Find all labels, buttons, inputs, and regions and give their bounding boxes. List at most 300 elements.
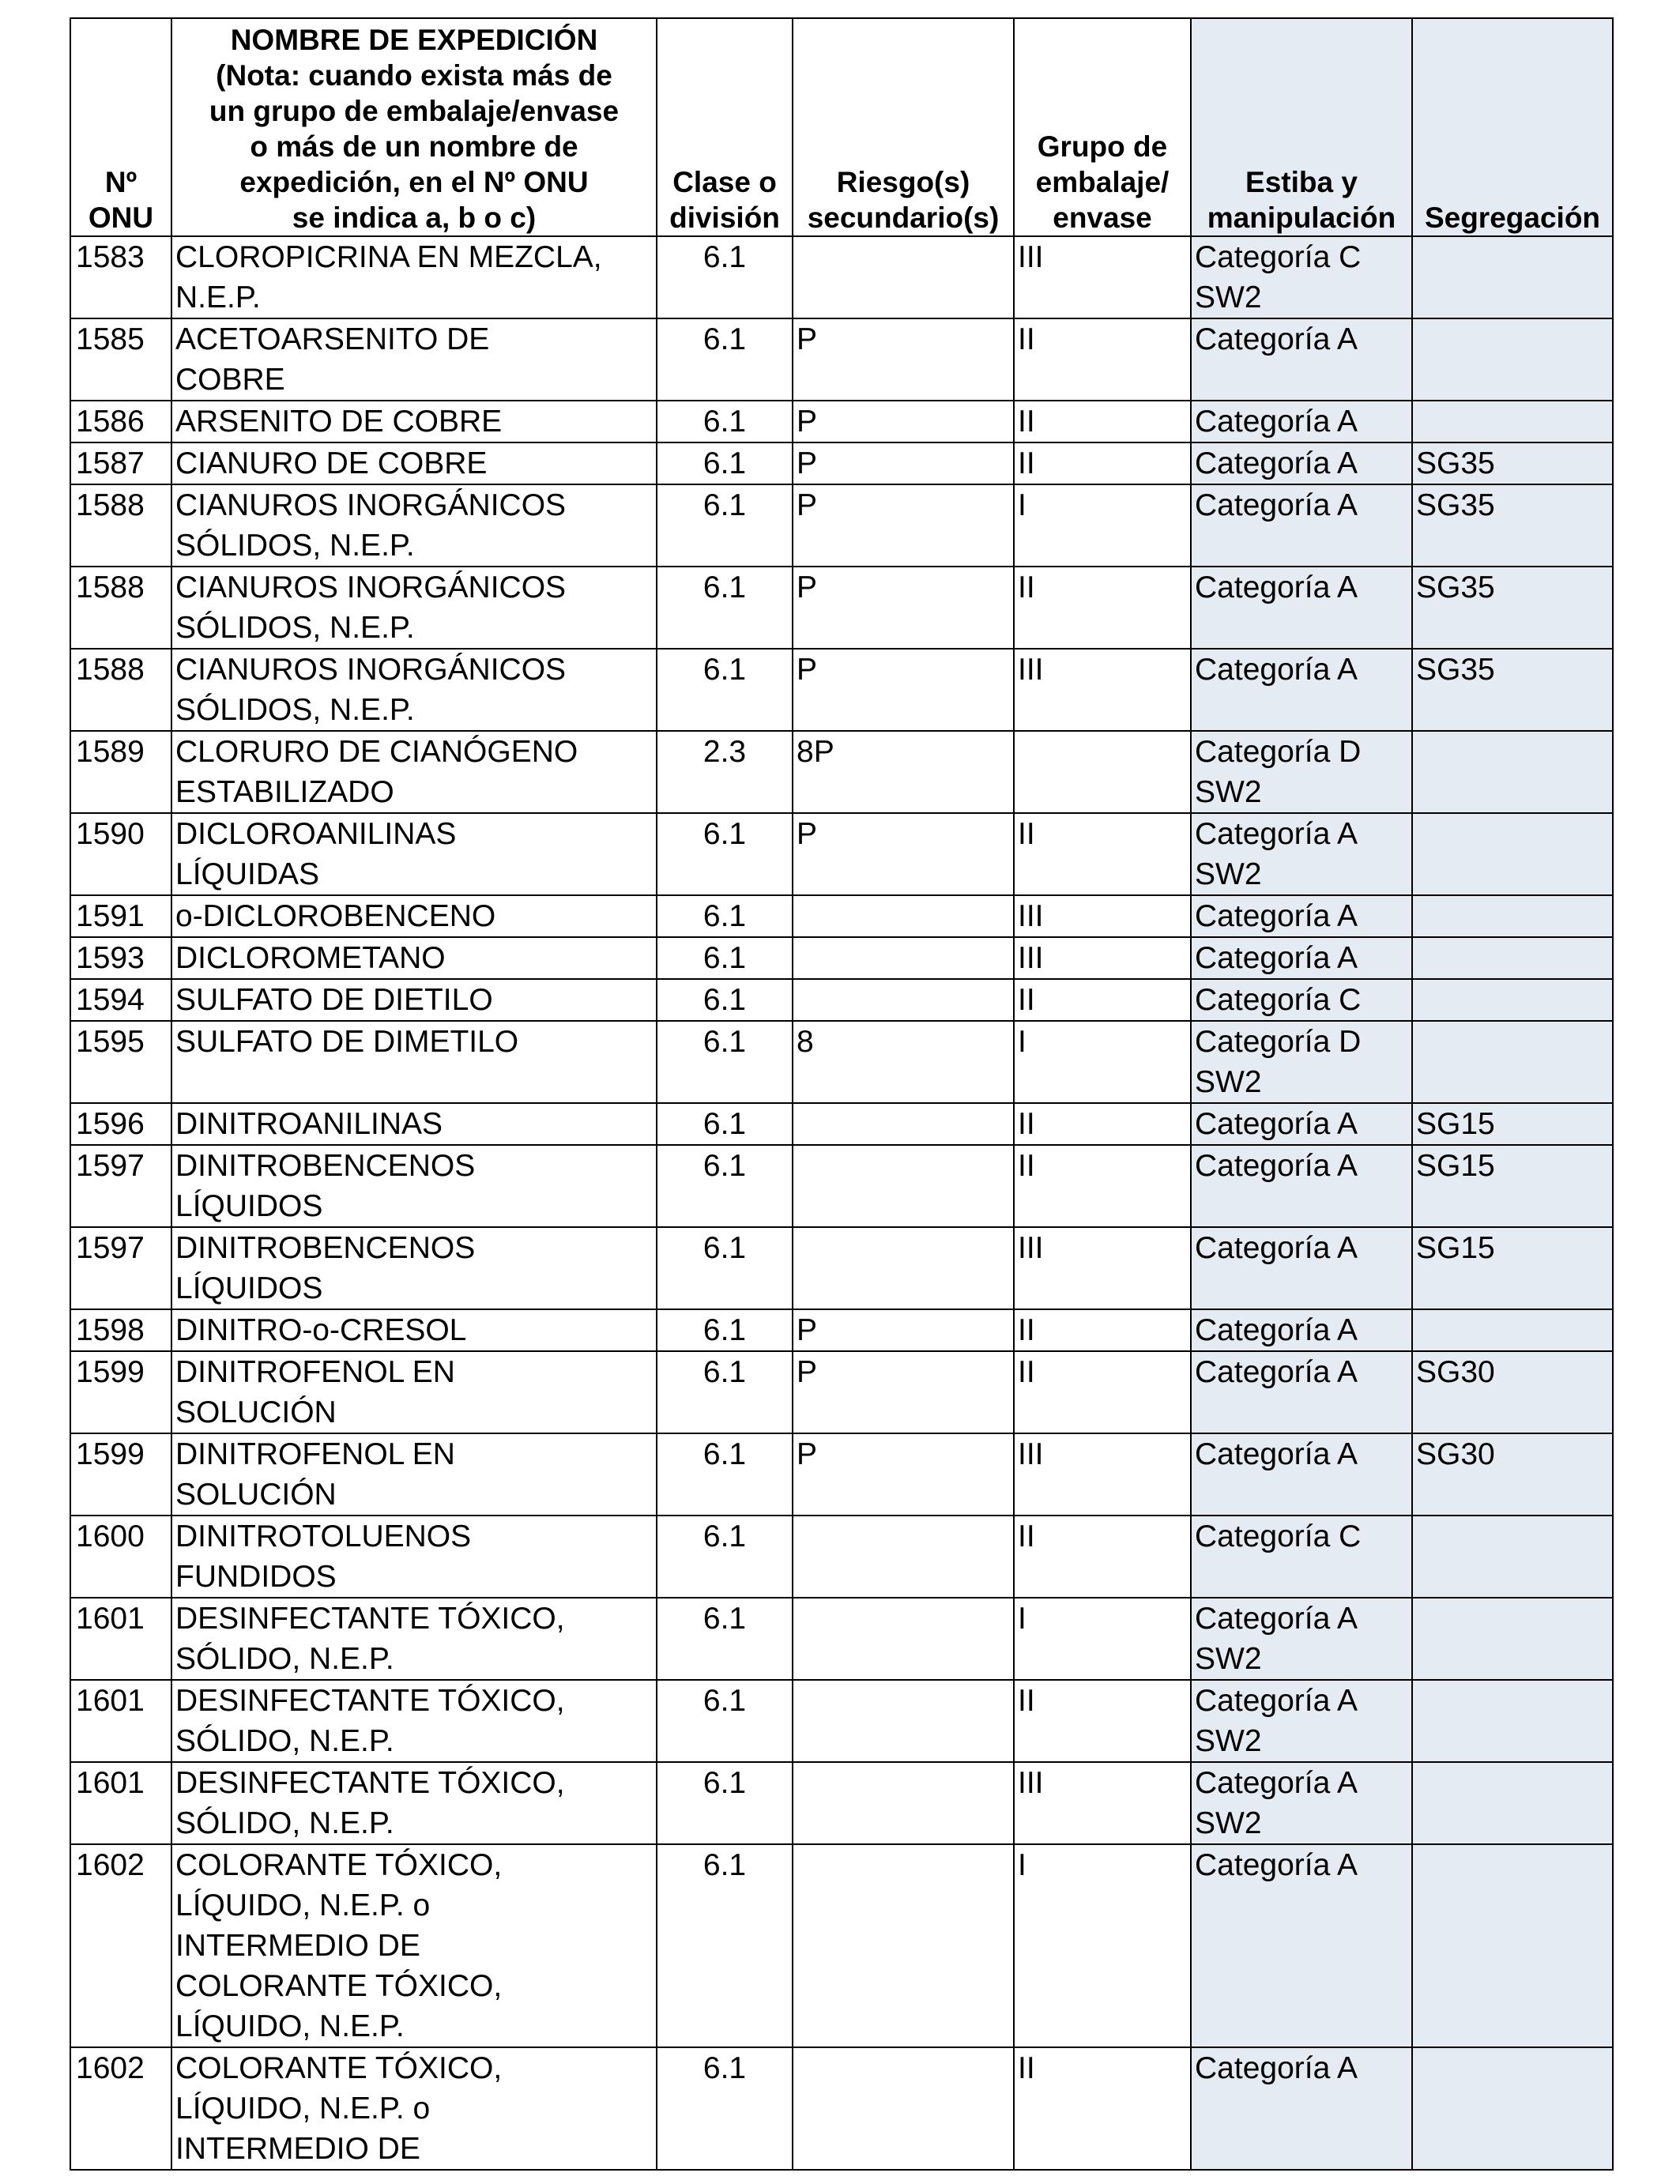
table-row — [70, 1227, 1613, 1309]
cell-line: Categoría A — [1195, 2051, 1358, 2085]
cell-packing-group: I — [1014, 1021, 1191, 1103]
cell-segregation — [1412, 1598, 1613, 1680]
cell-packing-group: II — [1014, 813, 1191, 895]
cell-line: Categoría A — [1195, 488, 1358, 522]
table-row — [70, 1309, 1613, 1351]
cell-line: LÍQUIDOS — [175, 1189, 323, 1223]
cell-subsidiary-risk — [793, 1103, 1014, 1145]
cell-line: SW2 — [1195, 775, 1262, 809]
cell-shipping-name — [171, 1762, 657, 1844]
cell-class: 6.1 — [657, 318, 793, 401]
cell-class: 6.1 — [657, 1762, 793, 1844]
cell-line: Categoría C — [1195, 983, 1362, 1017]
cell-stowage — [1191, 979, 1412, 1021]
cell-class: 2.3 — [657, 731, 793, 813]
cell-packing-group — [1014, 731, 1191, 813]
cell-packing-group: III — [1014, 937, 1191, 979]
cell-line: DINITROFENOL EN — [175, 1437, 455, 1471]
cell-segregation: SG35 — [1412, 567, 1613, 649]
cell-stowage — [1191, 1351, 1412, 1433]
cell-segregation: SG30 — [1412, 1351, 1613, 1433]
cell-stowage — [1191, 1680, 1412, 1762]
cell-packing-group: II — [1014, 1145, 1191, 1227]
cell-segregation — [1412, 1309, 1613, 1351]
cell-stowage — [1191, 895, 1412, 937]
cell-packing-group: III — [1014, 649, 1191, 731]
cell-subsidiary-risk — [793, 236, 1014, 318]
table-row — [70, 236, 1613, 318]
cell-line: o-DICLOROBENCENO — [175, 899, 496, 933]
cell-packing-group: II — [1014, 401, 1191, 442]
cell-segregation — [1412, 1516, 1613, 1598]
cell-segregation: SG35 — [1412, 442, 1613, 484]
cell-onu: 1599 — [70, 1433, 171, 1516]
cell-line: SW2 — [1195, 281, 1262, 314]
table-row — [70, 1680, 1613, 1762]
cell-packing-group: II — [1014, 1680, 1191, 1762]
cell-line: FUNDIDOS — [175, 1560, 337, 1594]
cell-subsidiary-risk: P — [793, 401, 1014, 442]
cell-onu: 1585 — [70, 318, 171, 401]
cell-line: SOLUCIÓN — [175, 1478, 337, 1512]
cell-line: un grupo de embalaje/envase — [209, 95, 620, 127]
cell-line: DESINFECTANTE TÓXICO, — [175, 1602, 565, 1636]
cell-packing-group: II — [1014, 1351, 1191, 1433]
cell-line: LÍQUIDO, N.E.P. — [175, 2009, 405, 2043]
cell-stowage — [1191, 1844, 1412, 2047]
table-row — [70, 1021, 1613, 1103]
cell-packing-group: I — [1014, 484, 1191, 567]
table-row — [70, 401, 1613, 442]
cell-onu: 1593 — [70, 937, 171, 979]
cell-onu: 1588 — [70, 484, 171, 567]
cell-packing-group: III — [1014, 236, 1191, 318]
cell-packing-group: III — [1014, 1227, 1191, 1309]
cell-line: Categoría C — [1195, 1519, 1362, 1553]
cell-class: 6.1 — [657, 1145, 793, 1227]
cell-stowage — [1191, 649, 1412, 731]
cell-subsidiary-risk — [793, 1145, 1014, 1227]
table-row — [70, 1433, 1613, 1516]
cell-segregation — [1412, 401, 1613, 442]
cell-shipping-name — [171, 895, 657, 937]
cell-shipping-name — [171, 979, 657, 1021]
cell-subsidiary-risk: P — [793, 1351, 1014, 1433]
cell-segregation: SG35 — [1412, 484, 1613, 567]
table-body — [70, 236, 1613, 2170]
cell-line: se indica a, b o c) — [292, 201, 537, 234]
cell-onu: 1590 — [70, 813, 171, 895]
cell-line: DINITROFENOL EN — [175, 1355, 455, 1389]
cell-stowage — [1191, 1103, 1412, 1145]
cell-packing-group: II — [1014, 979, 1191, 1021]
cell-subsidiary-risk: P — [793, 567, 1014, 649]
table-row — [70, 484, 1613, 567]
cell-line: Categoría D — [1195, 1025, 1362, 1059]
cell-line: INTERMEDIO DE — [175, 1929, 420, 1963]
cell-stowage — [1191, 1145, 1412, 1227]
cell-shipping-name — [171, 1021, 657, 1103]
cell-shipping-name — [171, 1145, 657, 1227]
cell-line: CIANUROS INORGÁNICOS — [175, 570, 567, 604]
cell-onu: 1598 — [70, 1309, 171, 1351]
cell-segregation — [1412, 318, 1613, 401]
cell-shipping-name — [171, 1598, 657, 1680]
cell-line: LÍQUIDOS — [175, 1271, 323, 1305]
cell-subsidiary-risk — [793, 1516, 1014, 1598]
cell-class: 6.1 — [657, 484, 793, 567]
cell-onu: 1601 — [70, 1598, 171, 1680]
cell-line: DINITROBENCENOS — [175, 1149, 476, 1183]
cell-subsidiary-risk — [793, 979, 1014, 1021]
cell-onu: 1595 — [70, 1021, 171, 1103]
cell-line: CIANUROS INORGÁNICOS — [175, 653, 567, 687]
cell-class: 6.1 — [657, 813, 793, 895]
cell-onu: 1600 — [70, 1516, 171, 1598]
cell-onu: 1594 — [70, 979, 171, 1021]
cell-segregation — [1412, 979, 1613, 1021]
cell-line: CIANUROS INORGÁNICOS — [175, 488, 567, 522]
cell-onu: 1597 — [70, 1227, 171, 1309]
cell-shipping-name — [171, 1351, 657, 1433]
cell-class: 6.1 — [657, 401, 793, 442]
cell-onu: 1596 — [70, 1103, 171, 1145]
cell-line: Categoría A — [1195, 653, 1358, 687]
cell-packing-group: II — [1014, 1103, 1191, 1145]
cell-shipping-name — [171, 1844, 657, 2047]
cell-line: CLORURO DE CIANÓGENO — [175, 735, 578, 769]
cell-packing-group: I — [1014, 1844, 1191, 2047]
cell-line: Categoría A — [1195, 899, 1358, 933]
cell-subsidiary-risk: 8P — [793, 731, 1014, 813]
table-row — [70, 567, 1613, 649]
cell-segregation — [1412, 1762, 1613, 1844]
cell-class: 6.1 — [657, 567, 793, 649]
cell-packing-group: II — [1014, 442, 1191, 484]
cell-line: COLORANTE TÓXICO, — [175, 2051, 503, 2085]
cell-stowage — [1191, 236, 1412, 318]
cell-stowage — [1191, 484, 1412, 567]
cell-line: COBRE — [175, 363, 285, 397]
cell-stowage — [1191, 401, 1412, 442]
cell-line: N.E.P. — [175, 281, 261, 314]
cell-line: SW2 — [1195, 1642, 1262, 1676]
cell-line: CLOROPICRINA EN MEZCLA, — [175, 240, 602, 274]
cell-line: DINITROTOLUENOS — [175, 1519, 472, 1553]
cell-line: manipulación — [1207, 201, 1396, 234]
cell-line: CIANURO DE COBRE — [175, 446, 488, 480]
cell-class: 6.1 — [657, 937, 793, 979]
cell-class: 6.1 — [657, 1680, 793, 1762]
cell-class: 6.1 — [657, 1309, 793, 1351]
cell-line: SW2 — [1195, 1806, 1262, 1840]
cell-line: ACETOARSENITO DE — [175, 322, 490, 356]
cell-segregation — [1412, 1021, 1613, 1103]
cell-onu: 1599 — [70, 1351, 171, 1433]
cell-packing-group: II — [1014, 1516, 1191, 1598]
cell-packing-group: III — [1014, 1433, 1191, 1516]
cell-segregation — [1412, 1680, 1613, 1762]
cell-line: DICLOROMETANO — [175, 941, 446, 975]
cell-packing-group: II — [1014, 1309, 1191, 1351]
cell-line: Grupo de — [1037, 130, 1168, 163]
cell-class: 6.1 — [657, 1103, 793, 1145]
cell-subsidiary-risk: P — [793, 1433, 1014, 1516]
cell-shipping-name — [171, 937, 657, 979]
cell-onu: 1601 — [70, 1680, 171, 1762]
cell-line: COLORANTE TÓXICO, — [175, 1848, 503, 1882]
cell-line: DESINFECTANTE TÓXICO, — [175, 1766, 565, 1800]
cell-line: ONU — [88, 201, 154, 234]
cell-packing-group: II — [1014, 2047, 1191, 2170]
cell-line: LÍQUIDAS — [175, 857, 320, 891]
cell-subsidiary-risk — [793, 1227, 1014, 1309]
cell-packing-group: III — [1014, 1762, 1191, 1844]
cell-shipping-name — [171, 649, 657, 731]
cell-line: DINITROANILINAS — [175, 1107, 443, 1141]
cell-subsidiary-risk — [793, 937, 1014, 979]
cell-segregation — [1412, 236, 1613, 318]
cell-line: SÓLIDO, N.E.P. — [175, 1724, 394, 1758]
cell-line: SW2 — [1195, 1065, 1262, 1099]
cell-line: SÓLIDO, N.E.P. — [175, 1642, 394, 1676]
cell-stowage — [1191, 937, 1412, 979]
cell-segregation: SG15 — [1412, 1145, 1613, 1227]
cell-onu: 1588 — [70, 649, 171, 731]
cell-stowage — [1191, 1598, 1412, 1680]
cell-subsidiary-risk — [793, 1844, 1014, 2047]
cell-shipping-name — [171, 1103, 657, 1145]
cell-shipping-name — [171, 1227, 657, 1309]
cell-segregation — [1412, 813, 1613, 895]
cell-line: DESINFECTANTE TÓXICO, — [175, 1684, 565, 1718]
cell-segregation — [1412, 895, 1613, 937]
cell-class: 6.1 — [657, 979, 793, 1021]
cell-line: ESTABILIZADO — [175, 775, 394, 809]
cell-class: 6.1 — [657, 1351, 793, 1433]
table-row — [70, 1516, 1613, 1598]
cell-line: DICLOROANILINAS — [175, 817, 457, 851]
cell-line: Categoría A — [1195, 1231, 1358, 1265]
cell-onu: 1589 — [70, 731, 171, 813]
cell-segregation — [1412, 937, 1613, 979]
cell-class: 6.1 — [657, 1227, 793, 1309]
cell-subsidiary-risk: 8 — [793, 1021, 1014, 1103]
cell-shipping-name — [171, 2047, 657, 2170]
table-row — [70, 1844, 1613, 2047]
cell-line: INTERMEDIO DE — [175, 2132, 420, 2166]
cell-line: NOMBRE DE EXPEDICIÓN — [230, 24, 598, 56]
table-row — [70, 813, 1613, 895]
cell-stowage — [1191, 1021, 1412, 1103]
cell-onu: 1583 — [70, 236, 171, 318]
cell-stowage — [1191, 1516, 1412, 1598]
cell-segregation — [1412, 1844, 1613, 2047]
cell-class: 6.1 — [657, 1598, 793, 1680]
cell-stowage — [1191, 1433, 1412, 1516]
cell-segregation — [1412, 731, 1613, 813]
cell-shipping-name — [171, 1433, 657, 1516]
cell-stowage — [1191, 1227, 1412, 1309]
cell-shipping-name — [171, 236, 657, 318]
cell-line: Categoría A — [1195, 1107, 1358, 1141]
cell-stowage — [1191, 2047, 1412, 2170]
table-row — [70, 731, 1613, 813]
cell-packing-group: II — [1014, 567, 1191, 649]
cell-line: SÓLIDOS, N.E.P. — [175, 611, 415, 645]
cell-line: Estiba y — [1245, 166, 1358, 198]
cell-line: SÓLIDOS, N.E.P. — [175, 693, 415, 727]
cell-line: Categoría A — [1195, 1602, 1358, 1636]
cell-shipping-name — [171, 484, 657, 567]
cell-shipping-name — [171, 318, 657, 401]
cell-segregation: SG35 — [1412, 649, 1613, 731]
cell-segregation — [1412, 2047, 1613, 2170]
cell-line: Categoría A — [1195, 570, 1358, 604]
header-row — [70, 18, 1613, 236]
cell-shipping-name — [171, 401, 657, 442]
cell-onu: 1601 — [70, 1762, 171, 1844]
cell-line: Categoría A — [1195, 1848, 1358, 1882]
cell-onu: 1591 — [70, 895, 171, 937]
cell-line: Categoría A — [1195, 446, 1358, 480]
cell-line: Categoría A — [1195, 322, 1358, 356]
cell-segregation: SG30 — [1412, 1433, 1613, 1516]
cell-onu: 1587 — [70, 442, 171, 484]
header-class — [657, 18, 793, 236]
cell-subsidiary-risk: P — [793, 442, 1014, 484]
header-subsidiary-risk — [793, 18, 1014, 236]
header-segregation — [1412, 18, 1613, 236]
cell-line: DINITROBENCENOS — [175, 1231, 476, 1265]
cell-line: Categoría A — [1195, 1437, 1358, 1471]
cell-segregation: SG15 — [1412, 1227, 1613, 1309]
table-row — [70, 2047, 1613, 2170]
cell-class: 6.1 — [657, 442, 793, 484]
table-row — [70, 937, 1613, 979]
cell-line: DINITRO-o-CRESOL — [175, 1313, 467, 1347]
table-row — [70, 442, 1613, 484]
cell-shipping-name — [171, 1516, 657, 1598]
cell-shipping-name — [171, 1309, 657, 1351]
cell-subsidiary-risk — [793, 2047, 1014, 2170]
cell-line: SOLUCIÓN — [175, 1395, 337, 1429]
header-stowage — [1191, 18, 1412, 236]
cell-line: Categoría C — [1195, 240, 1362, 274]
cell-subsidiary-risk: P — [793, 649, 1014, 731]
cell-line: SÓLIDOS, N.E.P. — [175, 529, 415, 563]
cell-stowage — [1191, 813, 1412, 895]
cell-shipping-name — [171, 1680, 657, 1762]
cell-line: Nº — [104, 166, 137, 198]
cell-shipping-name — [171, 731, 657, 813]
cell-subsidiary-risk: P — [793, 484, 1014, 567]
cell-onu: 1597 — [70, 1145, 171, 1227]
cell-line: SÓLIDO, N.E.P. — [175, 1806, 394, 1840]
cell-line: embalaje/ — [1035, 166, 1170, 198]
cell-subsidiary-risk: P — [793, 1309, 1014, 1351]
cell-line: Segregación — [1424, 201, 1601, 234]
cell-line: Categoría A — [1195, 405, 1358, 439]
cell-class: 6.1 — [657, 1844, 793, 2047]
cell-onu: 1586 — [70, 401, 171, 442]
table-row — [70, 895, 1613, 937]
cell-line: Categoría A — [1195, 1313, 1358, 1347]
cell-packing-group: III — [1014, 895, 1191, 937]
cell-class: 6.1 — [657, 2047, 793, 2170]
dangerous-goods-table — [70, 17, 1614, 2171]
cell-line: Categoría A — [1195, 1355, 1358, 1389]
table-row — [70, 1103, 1613, 1145]
table-row — [70, 1145, 1613, 1227]
cell-line: ARSENITO DE COBRE — [175, 405, 503, 439]
cell-line: Categoría A — [1195, 1684, 1358, 1718]
cell-line: (Nota: cuando exista más de — [216, 59, 612, 92]
cell-line: Categoría A — [1195, 1766, 1358, 1800]
cell-line: Categoría A — [1195, 817, 1358, 851]
cell-stowage — [1191, 567, 1412, 649]
cell-line: envase — [1053, 201, 1152, 234]
cell-class: 6.1 — [657, 649, 793, 731]
cell-line: o más de un nombre de — [250, 130, 578, 163]
cell-class: 6.1 — [657, 1516, 793, 1598]
cell-packing-group: I — [1014, 1598, 1191, 1680]
cell-line: Categoría D — [1195, 735, 1362, 769]
cell-onu: 1602 — [70, 1844, 171, 2047]
cell-packing-group: II — [1014, 318, 1191, 401]
cell-line: SW2 — [1195, 857, 1262, 891]
cell-line: COLORANTE TÓXICO, — [175, 1969, 503, 2003]
table-row — [70, 1351, 1613, 1433]
cell-subsidiary-risk — [793, 1680, 1014, 1762]
table-row — [70, 1762, 1613, 1844]
cell-line: SULFATO DE DIETILO — [175, 983, 493, 1017]
cell-line: SULFATO DE DIMETILO — [175, 1025, 519, 1059]
cell-line: LÍQUIDO, N.E.P. o — [175, 2092, 431, 2126]
cell-stowage — [1191, 1309, 1412, 1351]
cell-stowage — [1191, 1762, 1412, 1844]
cell-line: secundario(s) — [807, 201, 1000, 234]
header-shipping-name — [171, 18, 657, 236]
cell-stowage — [1191, 318, 1412, 401]
cell-subsidiary-risk — [793, 1762, 1014, 1844]
table-row — [70, 649, 1613, 731]
table-row — [70, 318, 1613, 401]
cell-line: LÍQUIDO, N.E.P. o — [175, 1888, 431, 1922]
cell-line: Riesgo(s) — [836, 166, 970, 198]
header-onu — [70, 18, 171, 236]
cell-shipping-name — [171, 442, 657, 484]
cell-line: Clase o — [672, 166, 777, 198]
cell-line: Categoría A — [1195, 941, 1358, 975]
cell-line: Categoría A — [1195, 1149, 1358, 1183]
cell-stowage — [1191, 731, 1412, 813]
cell-subsidiary-risk — [793, 1598, 1014, 1680]
cell-class: 6.1 — [657, 1433, 793, 1516]
cell-subsidiary-risk: P — [793, 318, 1014, 401]
table-row — [70, 1598, 1613, 1680]
cell-shipping-name — [171, 567, 657, 649]
cell-stowage — [1191, 442, 1412, 484]
cell-class: 6.1 — [657, 1021, 793, 1103]
cell-line: expedición, en el Nº ONU — [239, 166, 589, 198]
cell-subsidiary-risk — [793, 895, 1014, 937]
header-packing-group — [1014, 18, 1191, 236]
cell-class: 6.1 — [657, 895, 793, 937]
cell-segregation: SG15 — [1412, 1103, 1613, 1145]
cell-onu: 1588 — [70, 567, 171, 649]
cell-subsidiary-risk: P — [793, 813, 1014, 895]
